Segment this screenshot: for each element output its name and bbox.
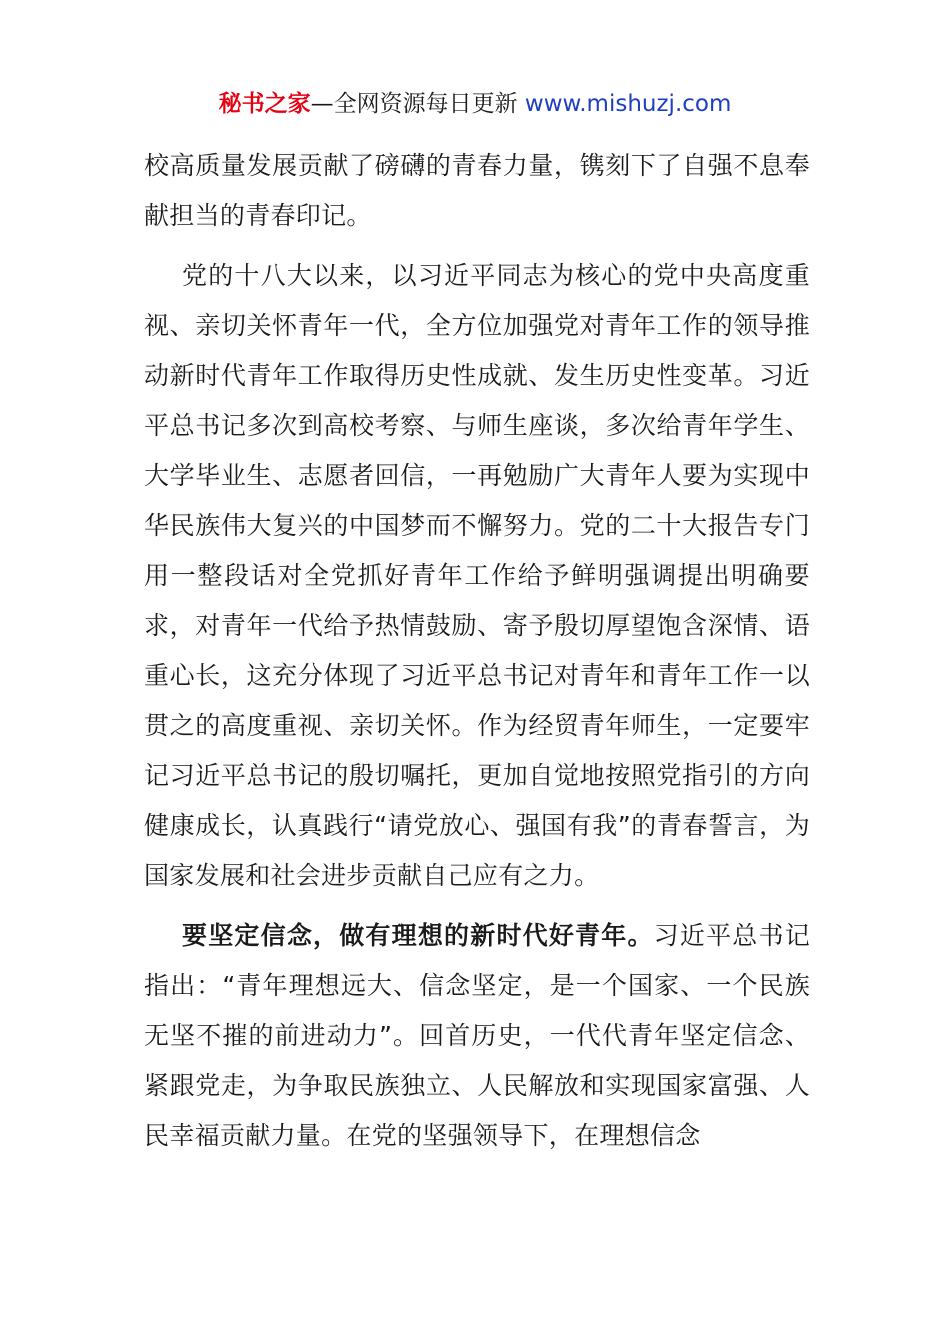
paragraph bbox=[144, 251, 810, 901]
paragraph-continued bbox=[144, 141, 810, 241]
brand-name: 秘书之家 bbox=[218, 91, 311, 117]
paragraph-heading: 要坚定信念，做有理想的新时代好青年。 bbox=[182, 921, 654, 950]
document-body bbox=[144, 141, 810, 1161]
page-header bbox=[0, 88, 950, 120]
paragraph-text: 校高质量发展贡献了磅礴的青春力量，镌刻下了自强不息奉献担当的青春印记。 bbox=[144, 151, 810, 230]
paragraph bbox=[144, 911, 810, 1161]
header-tagline: —全网资源每日更新 bbox=[310, 91, 525, 117]
paragraph-text: 习近平总书记指出：“青年理想远大、信念坚定，是一个国家、一个民族无坚不摧的前进动力”。回首历史，一代代青年坚定信念、紧跟党走，为争取民族独立、人民解放和实现国家富强、人民幸福贡献力量。在党的坚强领导下，在理想信念 bbox=[144, 921, 810, 1150]
paragraph-text: 党的十八大以来，以习近平同志为核心的党中央高度重视、亲切关怀青年一代，全方位加强党对青年工作的领导推动新时代青年工作取得历史性成就、发生历史性变革。习近平总书记多次到高校考察、与师生座谈，多次给青年学生、大学毕业生、志愿者回信，一再勉励广大青年人要为实现中华民族伟大复兴的中国梦而不懈努力。党的二十大报告专门用一整段话对全党抓好青年工作给予鲜明强调提出明确要求，对青年一代给予热情鼓励、寄予殷切厚望饱含深情、语重心长，这充分体现了习近平总书记对青年和青年工作一以贯之的高度重视、亲切关怀。作为经贸青年师生，一定要牢记习近平总书记的殷切嘱托，更加自觉地按照党指引的方向健康成长，认真践行“请党放心、强国有我”的青春誓言，为国家发展和社会进步贡献自己应有之力。 bbox=[144, 261, 810, 890]
site-url[interactable]: www.mishuzj.com bbox=[524, 91, 732, 117]
